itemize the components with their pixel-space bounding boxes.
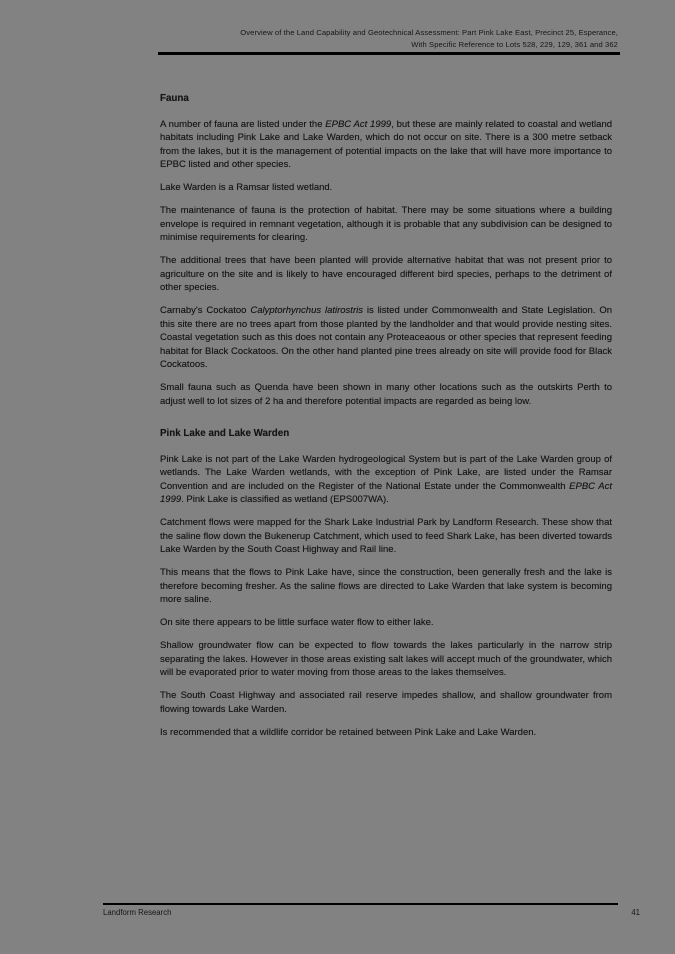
- paragraph: Carnaby's Cockatoo Calyptorhynchus latirostris is listed under Commonwealth and State Legislation. On this site there are no trees apart from those planted by the landholder and that would provide nesting sites. Coastal vegetation such as this does not contain any Proteaceaous or other species that represent feeding habitat for Black Cockatoos. On the other hand planted pine trees already on site will provide food for Black Cockatoos.: [160, 305, 613, 370]
- page-number: 41: [631, 908, 640, 917]
- page-footer: [103, 908, 640, 917]
- document-body: [160, 92, 612, 749]
- section-heading: Pink Lake and Lake Warden: [160, 428, 290, 439]
- paragraph: Is recommended that a wildlife corridor be retained between Pink Lake and Lake Warden.: [160, 726, 537, 738]
- header-rule: [158, 52, 620, 55]
- header-title-line1: Overview of the Land Capability and Geotechnical Assessment: Part Pink Lake East, Precinct 25, Esperance,: [240, 28, 618, 37]
- paragraph: The South Coast Highway and associated rail reserve impedes shallow, and shallow groundwater from flowing towards Lake Warden.: [160, 690, 612, 715]
- paragraph: Shallow groundwater flow can be expected to flow towards the lakes particularly in the narrow strip separating the lakes. However in those areas existing salt lakes will accept much of the groundwater, which will be evaporated prior to water moving from those areas to the lakes themselves.: [160, 640, 612, 678]
- footer-author: Landform Research: [103, 908, 172, 917]
- page-header: [138, 27, 618, 50]
- paragraph: On site there appears to be little surface water flow to either lake.: [160, 617, 434, 628]
- paragraph: Pink Lake is not part of the Lake Warden hydrogeological System but is part of the Lake Warden group of wetlands. The Lake Warden wetlands, with the exception of Pink Lake, are listed under the Ramsar Convention and are included on the Register of the National Estate under the Commonwealth EPBC Act 1999. Pink Lake is classified as wetland (EPS007WA).: [160, 453, 612, 505]
- paragraph: Catchment flows were mapped for the Shark Lake Industrial Park by Landform Research. These show that the saline flow down the Bukenerup Catchment, which used to feed Shark Lake, has been diverted towards Lake Warden by the South Coast Highway and Rail line.: [160, 517, 612, 555]
- paragraph: The additional trees that have been planted will provide alternative habitat that was not present prior to agriculture on the site and is likely to have encouraged different bird species, perhaps to the detriment of other species.: [160, 255, 612, 293]
- paragraph: Small fauna such as Quenda have been shown in many other locations such as the outskirts Perth to adjust well to lot sizes of 2 ha and therefore potential impacts are regarded as being low.: [160, 382, 612, 407]
- paragraph: A number of fauna are listed under the EPBC Act 1999, but these are mainly related to coastal and wetland habitats including Pink Lake and Lake Warden, which do not occur on site. There is a 300 metre setback from the lakes, but it is the management of potential impacts on the lake that will have more importance to EPBC listed and other species.: [160, 118, 613, 170]
- paragraph: Lake Warden is a Ramsar listed wetland.: [160, 182, 333, 193]
- header-title-line2: With Specific Reference to Lots 528, 229, 129, 361 and 362: [411, 39, 618, 49]
- paragraph: The maintenance of fauna is the protection of habitat. There may be some situations where a building envelope is required in remnant vegetation, although it is probable that any subdivision can be designed to minimise requirements for clearing.: [160, 205, 612, 243]
- paragraph: This means that the flows to Pink Lake have, since the construction, been generally fresh and the lake is therefore becoming fresher. As the saline flows are directed to Lake Warden that lake system is becoming more saline.: [160, 567, 612, 605]
- footer-rule: [103, 903, 618, 905]
- section-heading: Fauna: [160, 93, 189, 104]
